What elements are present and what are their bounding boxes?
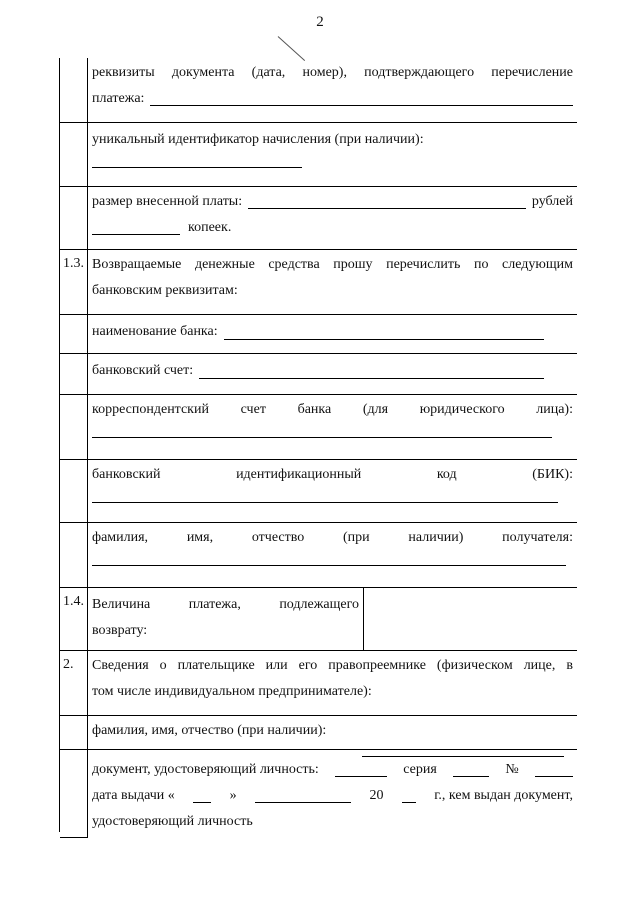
bank-name-label: наименование банка:: [92, 324, 218, 339]
payer-info-line2: том числе индивидуальном предпринимателе):: [92, 684, 372, 699]
corr-account-label: корреспондентский счет банка (для юридического лица):: [92, 402, 573, 417]
payment-amount-line1: Величина платежа, подлежащего: [92, 597, 359, 612]
bik-field[interactable]: [92, 488, 558, 503]
identity-doc-line1: документ, удостоверяющий личность: серия №: [92, 757, 573, 783]
bank-account-label: банковский счет:: [92, 363, 194, 378]
page-number: 2: [316, 14, 324, 30]
row-unique-id: [60, 123, 577, 187]
payment-amount-line2: возврату:: [92, 623, 148, 638]
row-doc-requisites: [60, 58, 577, 123]
row-number-1-4: 1.4.: [60, 588, 88, 650]
row-number-empty: [60, 58, 88, 122]
doc-number-field[interactable]: [535, 760, 573, 777]
payment-kopeks-field[interactable]: [92, 218, 180, 235]
row-recipient: [60, 523, 577, 588]
bik-label: банковский идентификационный код (БИК):: [92, 467, 573, 482]
doc-requisites-field[interactable]: [150, 89, 573, 106]
issue-day-field[interactable]: [193, 786, 211, 803]
payer-info-line1: Сведения о плательщике или его правопреемнике (физическом лице, в: [92, 658, 573, 673]
rubles-label: рублей: [531, 194, 573, 209]
corr-account-field[interactable]: [92, 423, 552, 438]
payment-size-label: размер внесенной платы:: [92, 194, 243, 209]
row-bank-name: [60, 315, 577, 354]
doc-requisites-line1: реквизиты документа (дата, номер), подтверждающего перечисление: [92, 65, 573, 80]
row-identity-doc: [60, 750, 577, 838]
row-payer-info: [60, 651, 577, 716]
identity-doc-type-field[interactable]: [335, 760, 387, 777]
payment-rubles-field[interactable]: [248, 192, 526, 209]
payer-name-label: фамилия, имя, отчество (при наличии):: [92, 723, 327, 738]
recipient-label: фамилия, имя, отчество (при наличии) получателя:: [92, 530, 573, 545]
kopeks-label: копеек.: [188, 220, 232, 235]
row-bank-account: [60, 354, 577, 395]
row-bik: [60, 460, 577, 523]
issue-month-field[interactable]: [255, 786, 351, 803]
row-payer-name: [60, 716, 577, 750]
form-table: [59, 58, 577, 832]
row-number-2: 2.: [60, 651, 88, 715]
row-payment-amount: [60, 588, 577, 651]
identity-doc-line3: удостоверяющий личность: [92, 814, 253, 829]
bank-name-field[interactable]: [224, 323, 544, 340]
doc-requisites-label: платежа:: [92, 91, 145, 106]
row-payment-size: [60, 187, 577, 250]
bank-details-line1: Возвращаемые денежные средства прошу перечислить по следующим: [92, 257, 573, 272]
bank-account-field[interactable]: [199, 362, 544, 379]
series-field[interactable]: [453, 760, 489, 777]
unique-id-field[interactable]: [92, 153, 302, 168]
recipient-field[interactable]: [92, 551, 566, 566]
bank-details-line2: банковским реквизитам:: [92, 283, 238, 298]
unique-id-label: уникальный идентификатор начисления (при наличии):: [92, 132, 424, 147]
row-corr-account: [60, 395, 577, 460]
issue-year-field[interactable]: [402, 786, 416, 803]
payment-amount-field[interactable]: [364, 588, 577, 650]
row-bank-details: [60, 250, 577, 315]
identity-doc-line2: дата выдачи « » 20 г., кем выдан документ,: [92, 788, 573, 803]
row-number-1-3: 1.3.: [60, 250, 88, 314]
